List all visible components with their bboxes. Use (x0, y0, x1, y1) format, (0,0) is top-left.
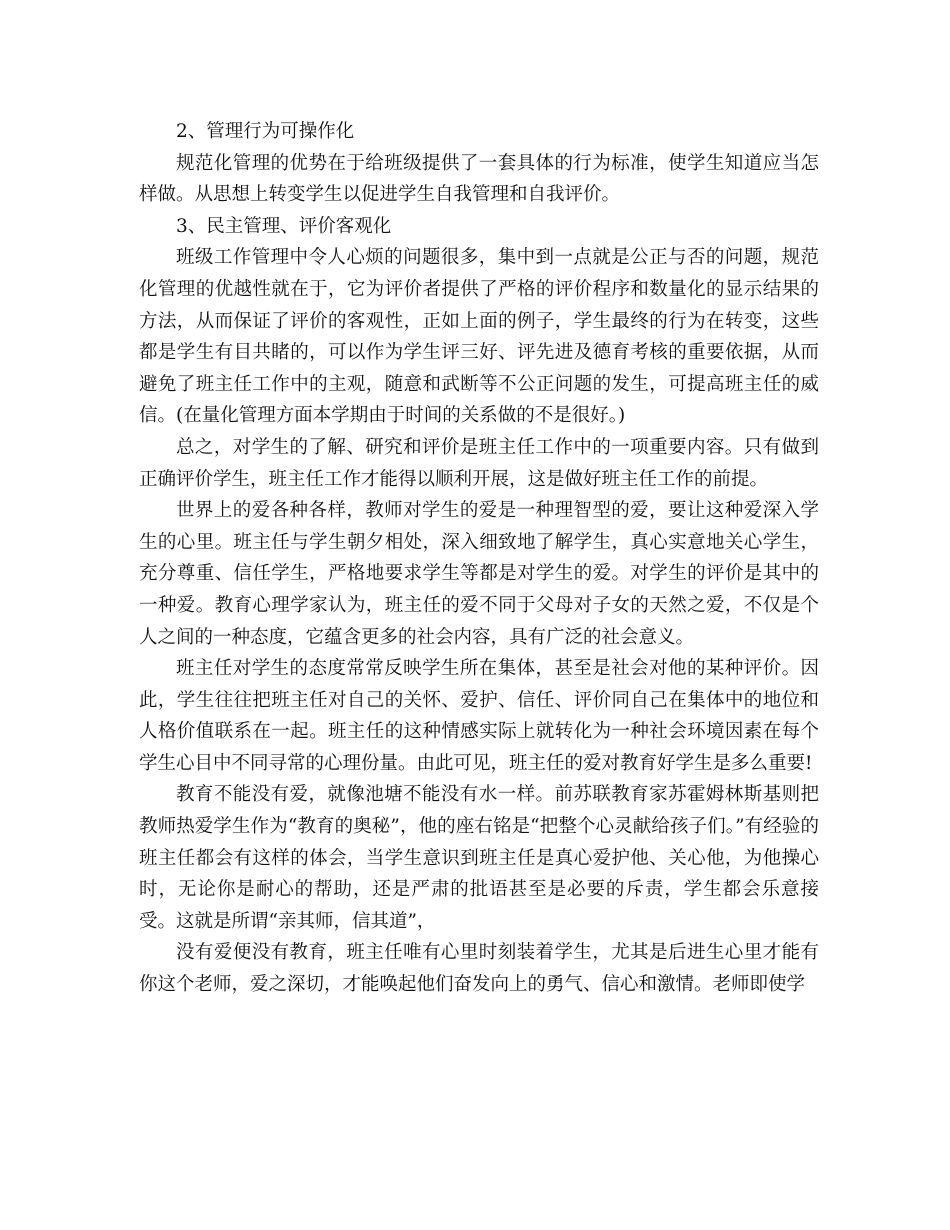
paragraph-6: 教育不能没有爱，就像池塘不能没有水一样。前苏联教育家苏霍姆林斯基则把教师热爱学生作为“教育的奥秘”，他的座右铭是“把整个心灵献给孩子们。”有经验的班主任都会有这样的体会，当学生意识到班主任是真心爱护他、关心他，为他操心时，无论你是耐心的帮助，还是严肃的批语甚至是必要的斥责，学生都会乐意接受。这就是所谓“亲其师，信其道”， (139, 784, 819, 932)
paragraph-1: 规范化管理的优势在于给班级提供了一套具体的行为标准，使学生知道应当怎样做。从思想上转变学生以促进学生自我管理和自我评价。 (139, 152, 819, 206)
paragraph-3: 总之，对学生的了解、研究和评价是班主任工作中的一项重要内容。只有做到正确评价学生，班主任工作才能得以顺利开展，这是做好班主任工作的前提。 (139, 436, 819, 490)
section-heading-3: 3、民主管理、评价客观化 (176, 215, 392, 237)
paragraph-4: 世界上的爱各种各样，教师对学生的爱是一种理智型的爱，要让这种爱深入学生的心里。班主任与学生朝夕相处，深入细致地了解学生，真心实意地关心学生，充分尊重、信任学生，严格地要求学生等都是对学生的爱。对学生的评价是其中的一种爱。教育心理学家认为，班主任的爱不同于父母对子女的天然之爱，不仅是个人之间的一种态度，它蕴含更多的社会内容，具有广泛的社会意义。 (139, 500, 819, 648)
paragraph-2: 班级工作管理中令人心烦的问题很多，集中到一点就是公正与否的问题，规范化管理的优越性就在于，它为评价者提供了严格的评价程序和数量化的显示结果的方法，从而保证了评价的客观性，正如上面的例子，学生最终的行为在转变，这些都是学生有目共睹的，可以作为学生评三好、评先进及德育考核的重要依据，从而避免了班主任工作中的主观，随意和武断等不公正问题的发生，可提高班主任的威信。(在量化管理方面本学期由于时间的关系做的不是很好。) (139, 247, 819, 427)
document-body (139, 116, 819, 1001)
paragraph-5: 班主任对学生的态度常常反映学生所在集体，甚至是社会对他的某种评价。因此，学生往往把班主任对自己的关怀、爱护、信任、评价同自己在集体中的地位和人格价值联系在一起。班主任的这种情感实际上就转化为一种社会环境因素在每个学生心目中不同寻常的心理份量。由此可见，班主任的爱对教育好学生是多么重要! (139, 658, 819, 774)
section-heading-2: 2、管理行为可操作化 (176, 121, 355, 142)
paragraph-7: 没有爱便没有教育，班主任唯有心里时刻装着学生，尤其是后进生心里才能有你这个老师，爱之深切，才能唤起他们奋发向上的勇气、信心和激情。老师即使学 (139, 942, 819, 996)
